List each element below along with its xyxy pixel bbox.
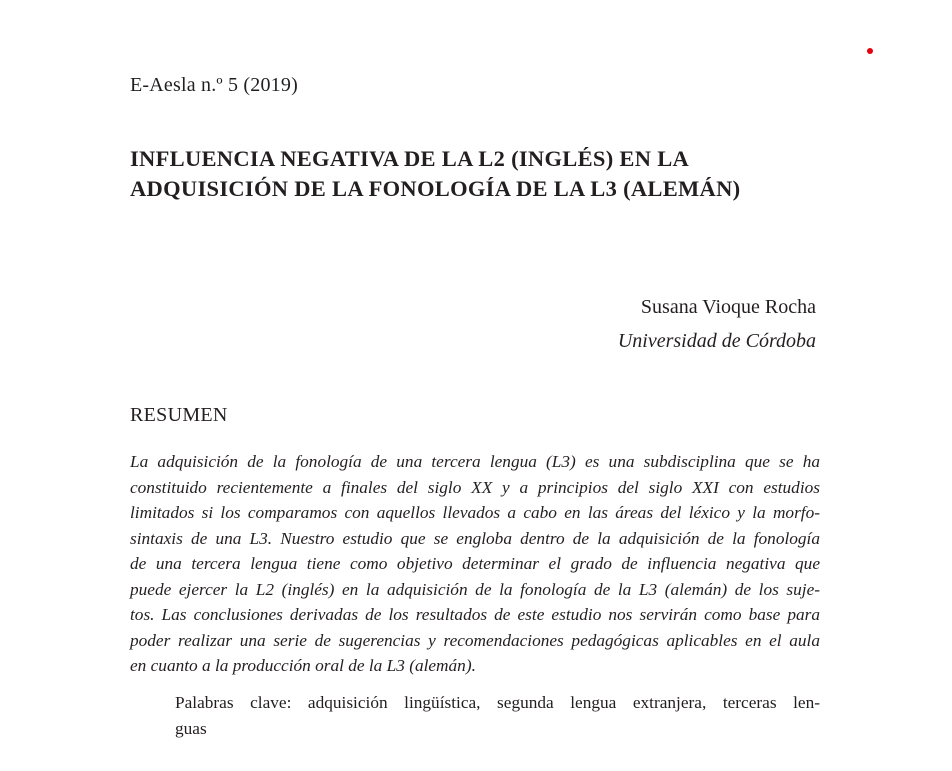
keywords-line: Palabras clave: adquisición lingüística, segunda lengua extranjera, terceras len- xyxy=(175,693,820,712)
red-marker-dot xyxy=(867,48,873,54)
keywords-line: guas xyxy=(175,718,207,738)
author-affiliation: Universidad de Córdoba xyxy=(617,330,816,352)
keywords-block xyxy=(175,690,820,741)
journal-header: E-Aesla n.º 5 (2019) xyxy=(130,74,298,96)
article-title-line: INFLUENCIA NEGATIVA DE LA L2 (INGLÉS) EN LA xyxy=(130,146,690,171)
abstract-line: sintaxis de una L3. Nuestro estudio que se engloba dentro de la adquisición de la fonología xyxy=(130,528,820,548)
abstract-line: tos. Las conclusiones derivadas de los resultados de este estudio nos servirán como base para xyxy=(130,605,820,624)
article-title xyxy=(130,144,830,204)
abstract-line: puede ejercer la L2 (inglés) en la adquisición de la fonología de la L3 (alemán) de los suje- xyxy=(130,579,820,599)
abstract-line: constituido recientemente a finales del siglo XX y a principios del siglo XXI con estudios xyxy=(130,477,820,497)
abstract-line: limitados si los comparamos con aquellos llevados a cabo en las áreas del léxico y la morfo- xyxy=(130,503,820,522)
abstract-body xyxy=(130,449,820,679)
abstract-line: La adquisición de la fonología de una tercera lengua (L3) es una subdisciplina que se ha xyxy=(130,452,820,471)
abstract-line: poder realizar una serie de sugerencias y recomendaciones pedagógicas aplicables en el aula xyxy=(130,630,820,650)
article-title-line: ADQUISICIÓN DE LA FONOLOGÍA DE LA L3 (ALEMÁN) xyxy=(130,176,741,201)
author-name: Susana Vioque Rocha xyxy=(640,296,816,318)
abstract-line: de una tercera lengua tiene como objetivo determinar el grado de influencia negativa que xyxy=(130,554,820,573)
abstract-heading: RESUMEN xyxy=(130,404,228,426)
abstract-line: en cuanto a la producción oral de la L3 (alemán). xyxy=(130,656,476,675)
